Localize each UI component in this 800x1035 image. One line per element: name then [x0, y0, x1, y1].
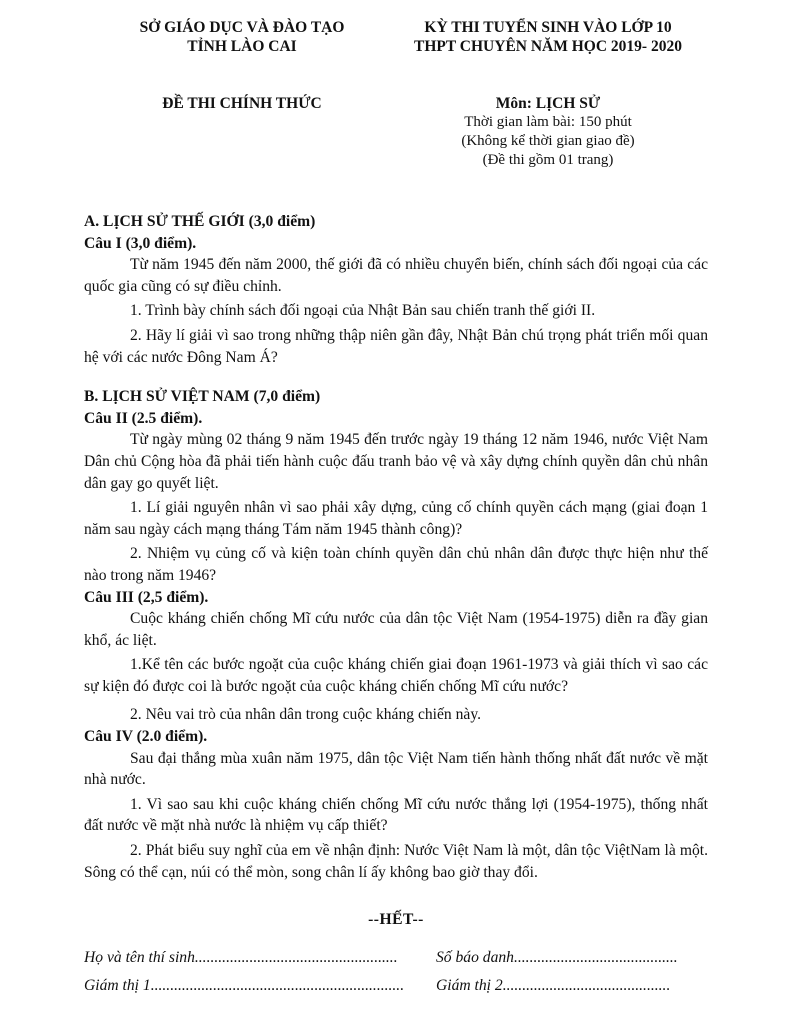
question-2-part-1: 1. Lí giải nguyên nhân vì sao phải xây dựng, củng cố chính quyền cách mạng (giai đoạn 1 năm sau ngày cách mạng tháng Tám năm 1945 thành công)?: [84, 499, 708, 538]
question-2-title: Câu II (2.5 điểm).: [84, 409, 203, 427]
exam-content: [84, 211, 708, 1003]
candidate-number-line: Số báo danh..........................................: [436, 948, 678, 966]
question-4-title: Câu IV (2.0 điểm).: [84, 728, 208, 746]
question-4-part-2: 2. Phát biểu suy nghĩ của em về nhận định: Nước Việt Nam là một, dân tộc ViệtNam là một. Sông có thể cạn, núi có thể mòn, song chân lí ấy không bao giờ thay đổi.: [84, 842, 708, 881]
question-1-part-1: 1. Trình bày chính sách đối ngoại của Nhật Bản sau chiến tranh thế giới II.: [130, 302, 596, 320]
question-4-intro: Sau đại thắng mùa xuân năm 1975, dân tộc Việt Nam tiến hành thống nhất đất nước về mặt nhà nước.: [84, 749, 708, 789]
question-3-part-1: 1.Kể tên các bước ngoặt của cuộc kháng chiến giai đoạn 1961-1973 và giải thích vì sao các sự kiện đó được coi là bước ngoặt của cuộc kháng chiến chống Mĩ cứu nước?: [84, 656, 708, 695]
section-b-title: B. LỊCH SỬ VIỆT NAM (7,0 điểm): [84, 388, 321, 406]
page-count-note: (Đề thi gồm 01 trang): [482, 152, 614, 168]
candidate-info-footer: [84, 947, 708, 1003]
proctor-2-line: Giám thị 2...........................................: [436, 977, 671, 994]
candidate-name-line: Họ và tên thí sinh....................................................: [84, 948, 398, 966]
question-3-part-2: 2. Nêu vai trò của nhân dân trong cuộc kháng chiến này.: [130, 706, 482, 724]
exam-time-note: (Không kể thời gian giao đề): [461, 133, 635, 149]
question-3-intro: Cuộc kháng chiến chống Mĩ cứu nước của dân tộc Việt Nam (1954-1975) diễn ra đầy gian khổ, ác liệt.: [84, 610, 708, 649]
question-1-title: Câu I (3,0 điểm).: [84, 234, 197, 252]
proctor-1-line: Giám thị 1.................................................................: [84, 977, 405, 994]
province-name: TỈNH LÀO CAI: [187, 38, 297, 55]
department-name: SỞ GIÁO DỤC VÀ ĐÀO TẠO: [139, 19, 345, 36]
question-3-title: Câu III (2,5 điểm).: [84, 588, 209, 606]
question-1-part-2: 2. Hãy lí giải vì sao trong những thập niên gần đây, Nhật Bản chú trọng phát triển mối quan hệ với các nước Đông Nam Á?: [84, 326, 708, 366]
official-exam-label: ĐỀ THI CHÍNH THỨC: [162, 95, 322, 112]
section-a-title: A. LỊCH SỬ THẾ GIỚI (3,0 điểm): [84, 213, 316, 230]
question-2-part-2: 2. Nhiệm vụ củng cố và kiện toàn chính quyền dân chủ nhân dân được thực hiện như thế nào trong năm 1946?: [84, 545, 708, 584]
header-right: [378, 18, 718, 170]
question-2-intro: Từ ngày mùng 02 tháng 9 năm 1945 đến trước ngày 19 tháng 12 năm 1946, nước Việt Nam Dân chủ Cộng hòa đã phải tiến hành cuộc đấu tranh bảo vệ và xây dựng chính quyền dân chủ nhân dân gay go quyết liệt.: [84, 431, 708, 492]
exam-year: THPT CHUYÊN NĂM HỌC 2019- 2020: [414, 38, 682, 55]
header-left: [112, 18, 372, 113]
end-mark: --HẾT--: [368, 911, 424, 929]
exam-name: KỲ THI TUYỂN SINH VÀO LỚP 10: [424, 19, 672, 36]
subject-label: Môn: LỊCH SỬ: [495, 95, 601, 112]
question-1-intro: Từ năm 1945 đến năm 2000, thế giới đã có nhiều chuyển biến, chính sách đối ngoại của các quốc gia cũng có sự điều chỉnh.: [84, 256, 708, 295]
exam-time: Thời gian làm bài: 150 phút: [464, 114, 632, 130]
question-4-part-1: 1. Vì sao sau khi cuộc kháng chiến chống Mĩ cứu nước thắng lợi (1954-1975), thống nhất đất nước về mặt nhà nước là nhiệm vụ cấp thiết?: [84, 795, 708, 835]
